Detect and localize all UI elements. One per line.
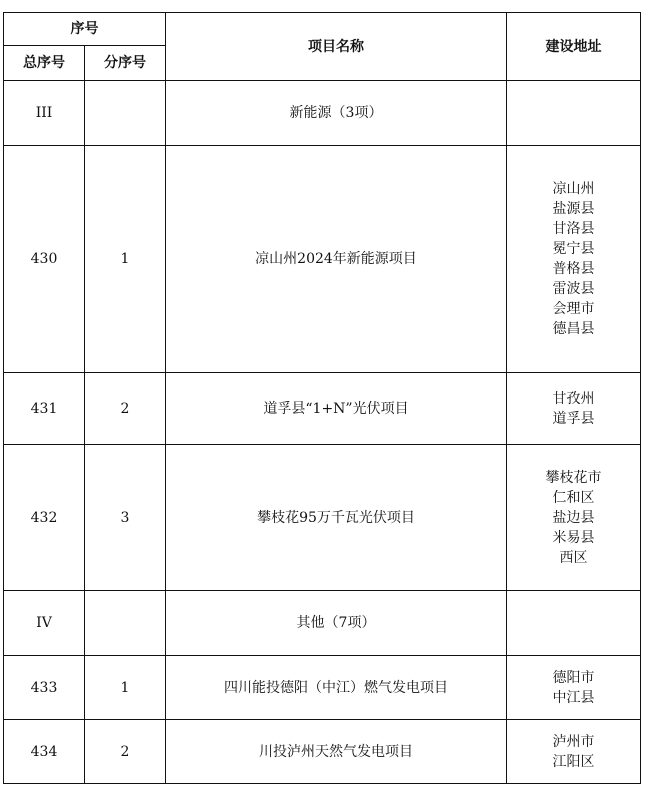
location-line: 西区 bbox=[559, 549, 588, 566]
table-row-433 bbox=[4, 656, 641, 720]
cell-location bbox=[507, 591, 641, 656]
header-project-name: 项目名称 bbox=[166, 13, 507, 81]
location-line: 江阳区 bbox=[552, 753, 595, 770]
cell-total-seq: 430 bbox=[4, 146, 85, 373]
location-line: 中江县 bbox=[552, 689, 595, 706]
table-row-section-3 bbox=[4, 81, 641, 146]
cell-project-name: 其他（7项） bbox=[166, 591, 507, 656]
cell-project-name: 新能源（3项） bbox=[166, 81, 507, 146]
cell-location bbox=[507, 720, 641, 784]
table-row-section-4 bbox=[4, 591, 641, 656]
location-line: 普格县 bbox=[552, 261, 595, 277]
cell-total-seq: 432 bbox=[4, 445, 85, 591]
location-line: 德阳市 bbox=[552, 669, 595, 686]
location-line: 攀枝花市 bbox=[545, 469, 602, 486]
table-row-431 bbox=[4, 373, 641, 445]
table-row-430 bbox=[4, 146, 641, 373]
cell-total-seq: 431 bbox=[4, 373, 85, 445]
location-line: 米易县 bbox=[552, 529, 595, 546]
location-line: 仁和区 bbox=[552, 489, 595, 506]
cell-total-seq: IV bbox=[4, 591, 85, 656]
cell-sub-seq: 1 bbox=[85, 146, 166, 373]
location-line: 会理市 bbox=[552, 301, 595, 317]
cell-total-seq: 434 bbox=[4, 720, 85, 784]
table-body bbox=[4, 81, 641, 784]
header-total-seq: 总序号 bbox=[4, 46, 85, 81]
cell-sub-seq: 2 bbox=[85, 373, 166, 445]
location-line: 冕宁县 bbox=[552, 241, 595, 257]
cell-sub-seq bbox=[85, 81, 166, 146]
cell-location bbox=[507, 146, 641, 373]
header-seq: 序号 bbox=[4, 13, 166, 46]
cell-location bbox=[507, 445, 641, 591]
cell-total-seq: III bbox=[4, 81, 85, 146]
project-table bbox=[3, 12, 641, 784]
location-line: 甘孜州 bbox=[552, 390, 595, 407]
location-line: 盐边县 bbox=[552, 509, 595, 526]
location-line: 德昌县 bbox=[552, 321, 595, 337]
location-line: 盐源县 bbox=[552, 201, 595, 217]
cell-location bbox=[507, 373, 641, 445]
location-line: 雷波县 bbox=[552, 281, 595, 297]
table-row-434 bbox=[4, 720, 641, 784]
location-line: 甘洛县 bbox=[552, 221, 595, 237]
header-sub-seq: 分序号 bbox=[85, 46, 166, 81]
cell-sub-seq: 1 bbox=[85, 656, 166, 720]
table-row-432 bbox=[4, 445, 641, 591]
header-location: 建设地址 bbox=[507, 13, 641, 81]
location-line: 凉山州 bbox=[552, 181, 595, 197]
table-header bbox=[4, 13, 641, 81]
cell-sub-seq: 3 bbox=[85, 445, 166, 591]
cell-sub-seq bbox=[85, 591, 166, 656]
cell-project-name: 凉山州2024年新能源项目 bbox=[166, 146, 507, 373]
cell-project-name: 川投泸州天然气发电项目 bbox=[166, 720, 507, 784]
cell-location bbox=[507, 656, 641, 720]
cell-sub-seq: 2 bbox=[85, 720, 166, 784]
cell-project-name: 攀枝花95万千瓦光伏项目 bbox=[166, 445, 507, 591]
cell-location bbox=[507, 81, 641, 146]
location-line: 泸州市 bbox=[552, 733, 595, 750]
cell-project-name: 四川能投德阳（中江）燃气发电项目 bbox=[166, 656, 507, 720]
cell-project-name: 道孚县“1+N”光伏项目 bbox=[166, 373, 507, 445]
cell-total-seq: 433 bbox=[4, 656, 85, 720]
location-line: 道孚县 bbox=[552, 410, 595, 427]
